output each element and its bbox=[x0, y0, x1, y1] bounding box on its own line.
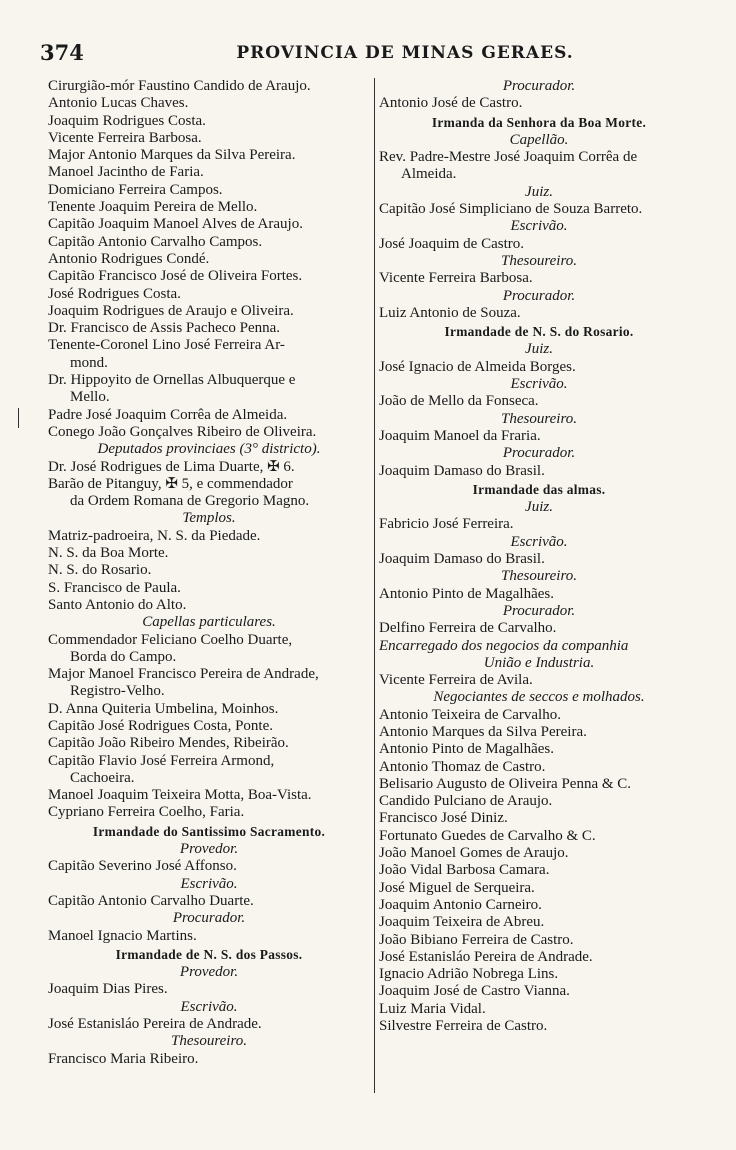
entry-continuation: da Ordem Romana de Gregorio Magno. bbox=[70, 493, 310, 510]
entry-line: D. Anna Quiteria Umbelina, Moinhos. bbox=[48, 700, 279, 717]
entry-line: Cypriano Ferreira Coelho, Faria. bbox=[48, 804, 245, 821]
page-header bbox=[40, 40, 700, 70]
entry-line: Candido Pulciano de Araujo. bbox=[379, 793, 553, 810]
entry-line: Antonio Marques da Silva Pereira. bbox=[379, 723, 587, 740]
role-heading: Escrivão. bbox=[510, 376, 568, 393]
entry-line: José Joaquim de Castro. bbox=[379, 235, 524, 252]
section-heading: Irmandade de N. S. do Rosario. bbox=[444, 324, 634, 340]
entry-line: Capitão Flavio José Ferreira Armond, bbox=[48, 752, 275, 769]
role-heading: Escrivão. bbox=[510, 533, 568, 550]
entry-line: Capitão Antonio Carvalho Duarte. bbox=[48, 892, 254, 909]
entry-line: Commendador Feliciano Coelho Duarte, bbox=[48, 631, 293, 648]
entry-line: Joaquim Rodrigues de Araujo e Oliveira. bbox=[48, 302, 294, 319]
entry-line: Dr. Hippoyito de Ornellas Albuquerque e bbox=[48, 372, 296, 389]
entry-line: Manoel Ignacio Martins. bbox=[48, 927, 197, 944]
entry-line: S. Francisco de Paula. bbox=[48, 579, 181, 596]
entry-line: Dr. José Rodrigues de Lima Duarte, ✠ 6. bbox=[48, 458, 295, 475]
entry-line: Capitão João Ribeiro Mendes, Ribeirão. bbox=[48, 735, 289, 752]
role-heading: Negociantes de seccos e molhados. bbox=[433, 689, 645, 706]
entry-line: Major Antonio Marques da Silva Pereira. bbox=[48, 147, 296, 164]
entry-line: Manoel Jacintho de Faria. bbox=[48, 164, 204, 181]
entry-continuation: Almeida. bbox=[401, 166, 457, 183]
entry-line: José Rodrigues Costa. bbox=[48, 285, 181, 302]
entry-line: João Bibiano Ferreira de Castro. bbox=[379, 931, 574, 948]
entry-line: José Estanisláo Pereira de Andrade. bbox=[379, 948, 593, 965]
entry-line: Ignacio Adrião Nobrega Lins. bbox=[379, 966, 559, 983]
right-column bbox=[374, 78, 699, 1093]
section-heading: Irmanda da Senhora da Boa Morte. bbox=[431, 114, 647, 130]
role-heading: Juiz. bbox=[525, 183, 553, 200]
entry-line: Luiz Maria Vidal. bbox=[379, 1000, 486, 1017]
role-heading: Procurador. bbox=[502, 78, 576, 94]
left-column bbox=[48, 78, 370, 1068]
entry-line: Conego João Gonçalves Ribeiro de Oliveira. bbox=[48, 423, 317, 440]
role-heading: Thesoureiro. bbox=[171, 1033, 247, 1050]
entry-continuation: Registro-Velho. bbox=[70, 683, 165, 700]
entry-line: Francisco José Diniz. bbox=[379, 810, 508, 827]
entry-line: N. S. do Rosario. bbox=[48, 562, 152, 579]
italic-line: Encarregado dos negocios da companhia bbox=[379, 637, 629, 654]
entry-line: Vicente Ferreira Barbosa. bbox=[379, 270, 533, 287]
entry-line: Dr. Francisco de Assis Pacheco Penna. bbox=[48, 320, 281, 337]
entry-line: João Vidal Barbosa Camara. bbox=[379, 862, 550, 879]
entry-continuation: Borda do Campo. bbox=[70, 648, 177, 665]
entry-line: Luiz Antonio de Souza. bbox=[379, 304, 521, 321]
role-heading: Capellão. bbox=[509, 131, 569, 148]
entry-line: Barão de Pitanguy, ✠ 5, e commendador bbox=[48, 475, 293, 492]
entry-line: Capitão Antonio Carvalho Campos. bbox=[48, 233, 263, 250]
entry-line: Domiciano Ferreira Campos. bbox=[48, 181, 223, 198]
role-heading: Escrivão. bbox=[510, 218, 568, 235]
entry-line: Capitão José Rodrigues Costa, Ponte. bbox=[48, 717, 273, 734]
entry-line: Belisario Augusto de Oliveira Penna & C. bbox=[379, 775, 632, 792]
entry-line: Tenente Joaquim Pereira de Mello. bbox=[48, 199, 258, 216]
entry-continuation: Cachoeira. bbox=[70, 769, 135, 786]
entry-line: Joaquim Damaso do Brasil. bbox=[379, 462, 545, 479]
entry-line: Joaquim Teixeira de Abreu. bbox=[379, 914, 545, 931]
entry-line: Cirurgião-mór Faustino Candido de Araujo. bbox=[48, 78, 311, 94]
page-number: 374 bbox=[40, 40, 84, 65]
role-heading: Provedor. bbox=[179, 841, 239, 858]
entry-line: João Manoel Gomes de Araujo. bbox=[379, 845, 569, 862]
role-heading: Juiz. bbox=[525, 499, 553, 516]
role-heading: Escrivão. bbox=[180, 998, 238, 1015]
role-heading: Capellas particulares. bbox=[142, 614, 276, 631]
role-heading: Escrivão. bbox=[180, 875, 238, 892]
entry-line: Silvestre Ferreira de Castro. bbox=[379, 1018, 548, 1035]
entry-line: Joaquim Antonio Carneiro. bbox=[379, 896, 542, 913]
margin-mark bbox=[18, 408, 19, 428]
entry-line: Major Manoel Francisco Pereira de Andrade, bbox=[48, 666, 319, 683]
entry-line: José Ignacio de Almeida Borges. bbox=[379, 358, 576, 375]
entry-line: Joaquim Dias Pires. bbox=[48, 981, 168, 998]
role-heading: Deputados provinciaes (3° districto). bbox=[97, 441, 321, 458]
entry-line: Antonio Lucas Chaves. bbox=[48, 95, 189, 112]
entry-line: Vicente Ferreira Barbosa. bbox=[48, 129, 202, 146]
entry-line: N. S. da Boa Morte. bbox=[48, 545, 169, 562]
role-heading: Procurador. bbox=[172, 910, 246, 927]
entry-line: Francisco Maria Ribeiro. bbox=[48, 1050, 199, 1067]
role-heading: Thesoureiro. bbox=[501, 568, 577, 585]
role-heading: Procurador. bbox=[502, 445, 576, 462]
entry-line: José Estanisláo Pereira de Andrade. bbox=[48, 1016, 262, 1033]
role-heading: Procurador. bbox=[502, 287, 576, 304]
entry-line: Fortunato Guedes de Carvalho & C. bbox=[379, 827, 596, 844]
entry-line: Rev. Padre-Mestre José Joaquim Corrêa de bbox=[379, 149, 638, 166]
entry-line: Capitão Joaquim Manoel Alves de Araujo. bbox=[48, 216, 303, 233]
entry-line: Joaquim Rodrigues Costa. bbox=[48, 112, 206, 129]
role-heading: Thesoureiro. bbox=[501, 252, 577, 269]
role-heading: Juiz. bbox=[525, 341, 553, 358]
section-heading: Irmandade do Santissimo Sacramento. bbox=[92, 823, 326, 839]
role-heading: Thesoureiro. bbox=[501, 410, 577, 427]
entry-line: José Miguel de Serqueira. bbox=[379, 879, 535, 896]
entry-line: Delfino Ferreira de Carvalho. bbox=[379, 620, 557, 637]
entry-line: Santo Antonio do Alto. bbox=[48, 596, 187, 613]
entry-line: Capitão José Simpliciano de Souza Barreto. bbox=[379, 201, 643, 218]
entry-line: João de Mello da Fonseca. bbox=[379, 393, 539, 410]
entry-line: Manoel Joaquim Teixeira Motta, Boa-Vista. bbox=[48, 787, 312, 804]
entry-line: Antonio Pinto de Magalhães. bbox=[379, 741, 554, 758]
entry-line: Capitão Francisco José de Oliveira Fortes. bbox=[48, 268, 303, 285]
section-heading: Irmandade de N. S. dos Passos. bbox=[115, 946, 303, 962]
entry-line: Padre José Joaquim Corrêa de Almeida. bbox=[48, 406, 288, 423]
entry-line: Antonio Teixeira de Carvalho. bbox=[379, 706, 561, 723]
entry-line: Joaquim Damaso do Brasil. bbox=[379, 551, 545, 568]
entry-line: Antonio Rodrigues Condé. bbox=[48, 250, 210, 267]
role-heading: Provedor. bbox=[179, 964, 239, 981]
entry-line: Antonio José de Castro. bbox=[379, 95, 523, 112]
entry-line: Matriz-padroeira, N. S. da Piedade. bbox=[48, 527, 261, 544]
entry-line: Antonio Thomaz de Castro. bbox=[379, 758, 546, 775]
entry-line: Fabricio José Ferreira. bbox=[379, 516, 514, 533]
entry-line: Tenente-Coronel Lino José Ferreira Ar- bbox=[48, 337, 285, 354]
entry-line: Joaquim José de Castro Vianna. bbox=[379, 983, 570, 1000]
section-heading: Irmandade das almas. bbox=[472, 481, 606, 497]
role-heading: União e Industria. bbox=[483, 654, 595, 671]
entry-line: Vicente Ferreira de Avila. bbox=[379, 672, 533, 689]
running-title: PROVINCIA DE MINAS GERAES. bbox=[236, 43, 574, 63]
entry-continuation: Mello. bbox=[70, 389, 110, 406]
entry-line: Capitão Severino José Affonso. bbox=[48, 858, 237, 875]
role-heading: Templos. bbox=[182, 510, 236, 527]
entry-line: Antonio Pinto de Magalhães. bbox=[379, 585, 554, 602]
role-heading: Procurador. bbox=[502, 602, 576, 619]
entry-line: Joaquim Manoel da Fraria. bbox=[379, 427, 541, 444]
entry-continuation: mond. bbox=[70, 354, 108, 371]
